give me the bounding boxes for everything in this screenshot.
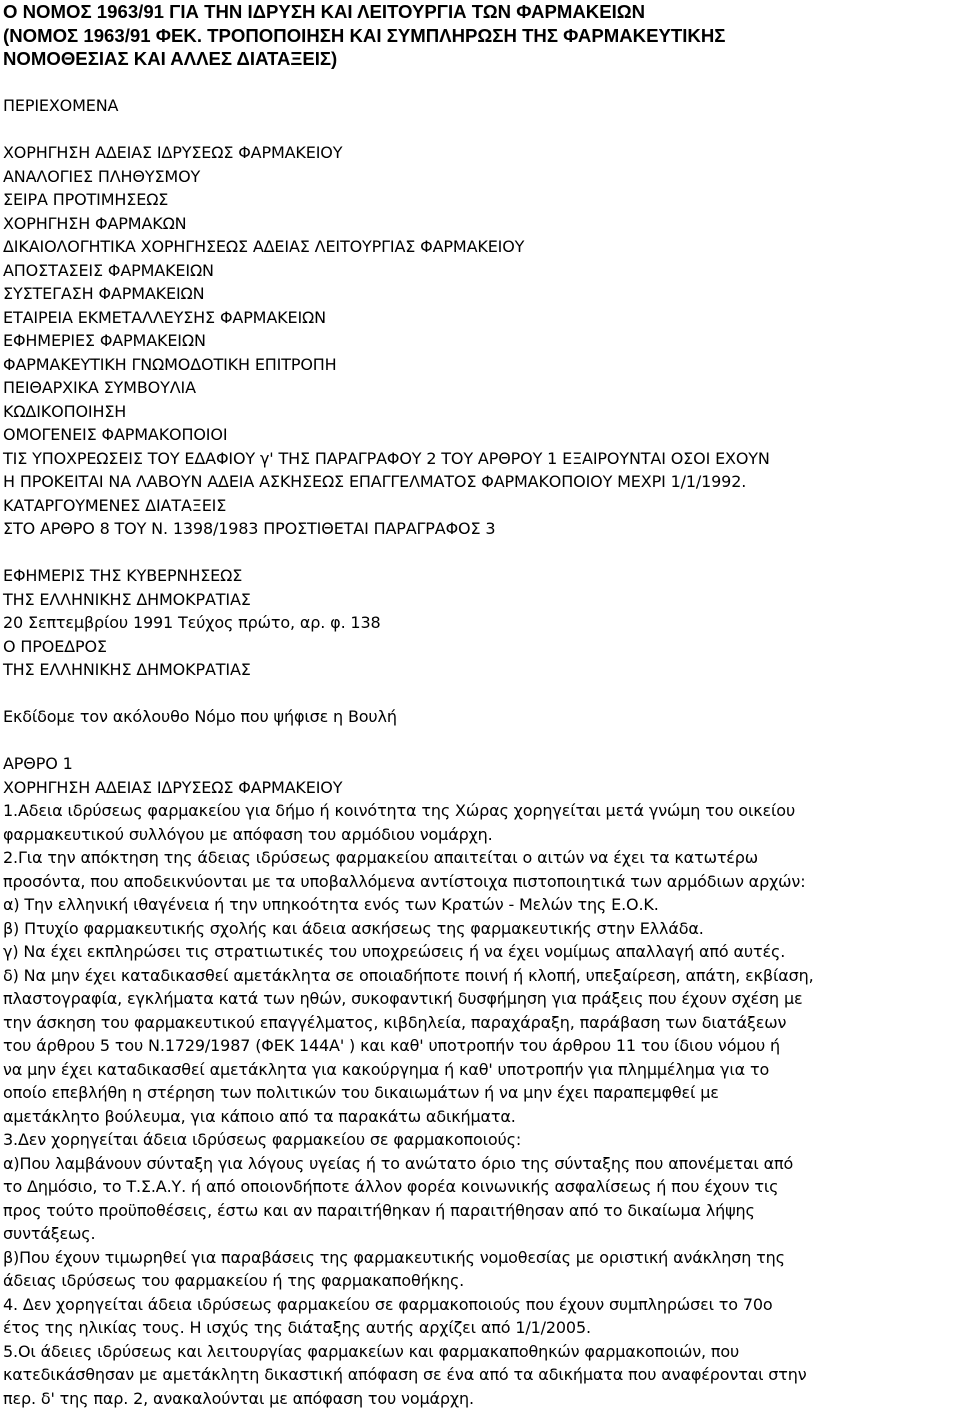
contents-item: ΚΑΤΑΡΓΟΥΜΕΝΕΣ ΔΙΑΤΑΞΕΙΣ bbox=[3, 494, 957, 518]
contents-item: ΔΙΚΑΙΟΛΟΓΗΤΙΚΑ ΧΟΡΗΓΗΣΕΩΣ ΑΔΕΙΑΣ ΛΕΙΤΟΥΡΓΙΑΣ ΦΑΡΜΑΚΕΙΟΥ bbox=[3, 235, 957, 259]
gazette-line: ΕΦΗΜΕΡΙΣ ΤΗΣ ΚΥΒΕΡΝΗΣΕΩΣ bbox=[3, 564, 957, 588]
contents-item: ΚΩΔΙΚΟΠΟΙΗΣΗ bbox=[3, 400, 957, 424]
contents-item: ΧΟΡΗΓΗΣΗ ΑΔΕΙΑΣ ΙΔΡΥΣΕΩΣ ΦΑΡΜΑΚΕΙΟΥ bbox=[3, 141, 957, 165]
gazette-line: ΤΗΣ ΕΛΛΗΝΙΚΗΣ ΔΗΜΟΚΡΑΤΙΑΣ bbox=[3, 658, 957, 682]
article-line: α) Την ελληνική ιθαγένεια ή την υπηκοότητα ενός των Κρατών - Μελών της Ε.Ο.Κ. bbox=[3, 893, 957, 917]
contents-item: ΕΦΗΜΕΡΙΕΣ ΦΑΡΜΑΚΕΙΩΝ bbox=[3, 329, 957, 353]
article-line: την άσκηση του φαρμακευτικού επαγγέλματος, κιβδηλεία, παραχάραξη, παράβαση των διατάξεων bbox=[3, 1011, 957, 1035]
article-line: δ) Να μην έχει καταδικασθεί αμετάκλητα σε οποιαδήποτε ποινή ή κλοπή, υπεξαίρεση, απάτη, εκβίαση, bbox=[3, 964, 957, 988]
article-line: γ) Να έχει εκπληρώσει τις στρατιωτικές του υποχρεώσεις ή να έχει νομίμως απαλλαγή από αυτές. bbox=[3, 940, 957, 964]
article-line: α)Που λαμβάνουν σύνταξη για λόγους υγείας ή το ανώτατο όριο της σύνταξης που απονέμεται από bbox=[3, 1152, 957, 1176]
title-line: Ο ΝΟΜΟΣ 1963/91 ΓΙΑ ΤΗΝ ΙΔΡΥΣΗ ΚΑΙ ΛΕΙΤΟΥΡΓΙΑ ΤΩΝ ΦΑΡΜΑΚΕΙΩΝ bbox=[3, 0, 957, 24]
contents-item: ΧΟΡΗΓΗΣΗ ΦΑΡΜΑΚΩΝ bbox=[3, 212, 957, 236]
contents-item: ΑΠΟΣΤΑΣΕΙΣ ΦΑΡΜΑΚΕΙΩΝ bbox=[3, 259, 957, 283]
article-line: 4. Δεν χορηγείται άδεια ιδρύσεως φαρμακείου σε φαρμακοποιούς που έχουν συμπληρώσει το 70ο bbox=[3, 1293, 957, 1317]
gazette-line: ΤΗΣ ΕΛΛΗΝΙΚΗΣ ΔΗΜΟΚΡΑΤΙΑΣ bbox=[3, 588, 957, 612]
document-body bbox=[3, 71, 957, 1410]
article-line: 3.Δεν χορηγείται άδεια ιδρύσεως φαρμακείου σε φαρμακοποιούς: bbox=[3, 1128, 957, 1152]
gazette-block bbox=[3, 564, 957, 682]
enactment-clause: Εκδίδομε τον ακόλουθο Νόμο που ψήφισε η Βουλή bbox=[3, 705, 957, 729]
document-title bbox=[3, 0, 957, 71]
article-line: φαρμακευτικού συλλόγου με απόφαση του αρμόδιου νομάρχη. bbox=[3, 823, 957, 847]
contents-item: ΣΤΟ ΑΡΘΡΟ 8 ΤΟΥ Ν. 1398/1983 ΠΡΟΣΤΙΘΕΤΑΙ ΠΑΡΑΓΡΑΦΟΣ 3 bbox=[3, 517, 957, 541]
document-page bbox=[3, 0, 957, 1410]
article-line: 1.Αδεια ιδρύσεως φαρμακείου για δήμο ή κοινότητα της Χώρας χορηγείται μετά γνώμη του οικείου bbox=[3, 799, 957, 823]
article-line: β)Που έχουν τιμωρηθεί για παραβάσεις της φαρμακευτικής νομοθεσίας με οριστική ανάκληση της bbox=[3, 1246, 957, 1270]
article-line: αμετάκλητο βούλευμα, για κάποιο από τα παρακάτω αδικήματα. bbox=[3, 1105, 957, 1129]
article-line: το Δημόσιο, το Τ.Σ.Α.Υ. ή από οποιονδήποτε άλλον φορέα κοινωνικής ασφαλίσεως ή που έχουν τις bbox=[3, 1175, 957, 1199]
article-line: του άρθρου 5 του Ν.1729/1987 (ΦΕΚ 144Α' ) και καθ' υποτροπήν του άρθρου 11 του ίδιου νόμου ή bbox=[3, 1034, 957, 1058]
contents-item: ΠΕΙΘΑΡΧΙΚΑ ΣΥΜΒΟΥΛΙΑ bbox=[3, 376, 957, 400]
article-heading: ΧΟΡΗΓΗΣΗ ΑΔΕΙΑΣ ΙΔΡΥΣΕΩΣ ΦΑΡΜΑΚΕΙΟΥ bbox=[3, 776, 957, 800]
table-of-contents bbox=[3, 141, 957, 541]
article-line: προσόντα, που αποδεικνύονται με τα υποβαλλόμενα αντίστοιχα πιστοποιητικά των αρμόδιων αρχών: bbox=[3, 870, 957, 894]
article-1 bbox=[3, 752, 957, 1410]
article-line: 5.Οι άδειες ιδρύσεως και λειτουργίας φαρμακείων και φαρμακαποθηκών φαρμακοποιών, που bbox=[3, 1340, 957, 1364]
article-line: πλαστογραφία, εγκλήματα κατά των ηθών, συκοφαντική δυσφήμηση για πράξεις που έχουν σχέση με bbox=[3, 987, 957, 1011]
contents-item: ΕΤΑΙΡΕΙΑ ΕΚΜΕΤΑΛΛΕΥΣΗΣ ΦΑΡΜΑΚΕΙΩΝ bbox=[3, 306, 957, 330]
article-line: έτος της ηλικίας τους. Η ισχύς της διάταξης αυτής αρχίζει από 1/1/2005. bbox=[3, 1316, 957, 1340]
article-line: περ. δ' της παρ. 2, ανακαλούνται με απόφαση του νομάρχη. bbox=[3, 1387, 957, 1410]
article-line: άδειας ιδρύσεως του φαρμακείου ή της φαρμακαποθήκης. bbox=[3, 1269, 957, 1293]
article-line: οποίο επεβλήθη η στέρηση των πολιτικών του δικαιωμάτων ή να μην έχει παραπεμφθεί με bbox=[3, 1081, 957, 1105]
article-line: συντάξεως. bbox=[3, 1222, 957, 1246]
contents-item: Η ΠΡΟΚΕΙΤΑΙ ΝΑ ΛΑΒΟΥΝ ΑΔΕΙΑ ΑΣΚΗΣΕΩΣ ΕΠΑΓΓΕΛΜΑΤΟΣ ΦΑΡΜΑΚΟΠΟΙΟΥ ΜΕΧΡΙ 1/1/1992. bbox=[3, 470, 957, 494]
title-line: (ΝΟΜΟΣ 1963/91 ΦΕΚ. ΤΡΟΠΟΠΟΙΗΣΗ ΚΑΙ ΣΥΜΠΛΗΡΩΣΗ ΤΗΣ ΦΑΡΜΑΚΕΥΤΙΚΗΣ bbox=[3, 24, 957, 48]
article-line: να μην έχει καταδικασθεί αμετάκλητα για κακούργημα ή καθ' υποτροπήν για πλημμέλημα για το bbox=[3, 1058, 957, 1082]
article-line: προς τούτο προϋποθέσεις, έστω και αν παραιτήθηκαν ή παραιτήθησαν από το δικαίωμα λήψης bbox=[3, 1199, 957, 1223]
article-number: ΑΡΘΡΟ 1 bbox=[3, 752, 957, 776]
contents-item: ΑΝΑΛΟΓΙΕΣ ΠΛΗΘΥΣΜΟΥ bbox=[3, 165, 957, 189]
contents-item: ΣΕΙΡΑ ΠΡΟΤΙΜΗΣΕΩΣ bbox=[3, 188, 957, 212]
contents-item: ΣΥΣΤΕΓΑΣΗ ΦΑΡΜΑΚΕΙΩΝ bbox=[3, 282, 957, 306]
article-line: κατεδικάσθησαν με αμετάκλητη δικαστική απόφαση σε ένα από τα αδικήματα που αναφέρονται στην bbox=[3, 1363, 957, 1387]
gazette-line: Ο ΠΡΟΕΔΡΟΣ bbox=[3, 635, 957, 659]
contents-item: ΤΙΣ ΥΠΟΧΡΕΩΣΕΙΣ ΤΟΥ ΕΔΑΦΙΟΥ γ' ΤΗΣ ΠΑΡΑΓΡΑΦΟΥ 2 ΤΟΥ ΑΡΘΡΟΥ 1 ΕΞΑΙΡΟΥΝΤΑΙ ΟΣΟΙ ΕΧΟΥΝ bbox=[3, 447, 957, 471]
article-line: 2.Για την απόκτηση της άδειας ιδρύσεως φαρμακείου απαιτείται ο αιτών να έχει τα κατωτέρω bbox=[3, 846, 957, 870]
title-line: ΝΟΜΟΘΕΣΙΑΣ ΚΑΙ ΑΛΛΕΣ ΔΙΑΤΑΞΕΙΣ) bbox=[3, 47, 957, 71]
contents-heading: ΠΕΡΙΕΧΟΜΕΝΑ bbox=[3, 94, 957, 118]
contents-item: ΟΜΟΓΕΝΕΙΣ ΦΑΡΜΑΚΟΠΟΙΟΙ bbox=[3, 423, 957, 447]
gazette-date: 20 Σεπτεμβρίου 1991 Τεύχος πρώτο, αρ. φ. 138 bbox=[3, 611, 957, 635]
contents-item: ΦΑΡΜΑΚΕΥΤΙΚΗ ΓΝΩΜΟΔΟΤΙΚΗ ΕΠΙΤΡΟΠΗ bbox=[3, 353, 957, 377]
article-line: β) Πτυχίο φαρμακευτικής σχολής και άδεια ασκήσεως της φαρμακευτικής στην Ελλάδα. bbox=[3, 917, 957, 941]
